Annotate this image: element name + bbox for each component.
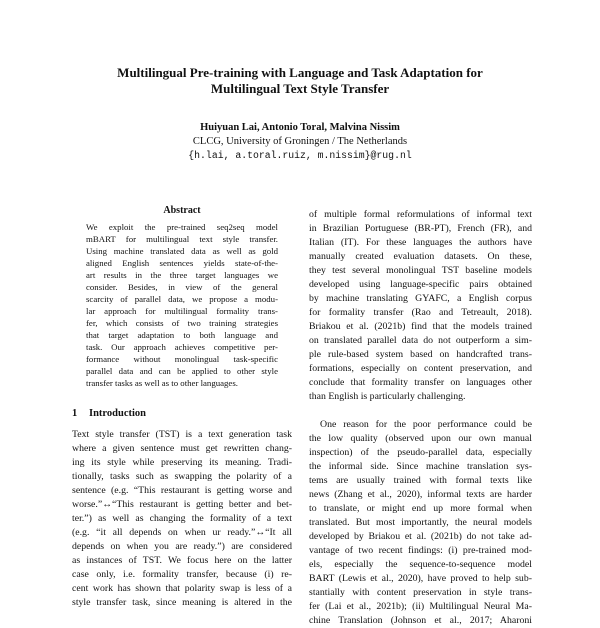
abstract-text [86, 221, 278, 389]
text-line: tems are usually trained with formal texts like [309, 475, 532, 486]
section-heading-introduction [72, 407, 146, 420]
title-line: Multilingual Pre-training with Language and Task Adaptation for [117, 65, 483, 80]
text-line: fer (Lai et al., 2021b); (ii) Multilingual Neural Ma- [309, 601, 532, 612]
text-line: chine Translation (Johnson et al., 2017; Aharoni [309, 615, 532, 626]
abstract-heading: Abstract [163, 205, 201, 216]
text-line: formance without monolingual task-specific [86, 354, 278, 364]
text-line: art results in the three target languages we [86, 270, 278, 280]
text-line: conclude that formality transfer on languages other [309, 377, 532, 388]
text-line: that target adaptation to both language and [86, 330, 278, 340]
text-line: We exploit the pre-trained seq2seq model [86, 222, 278, 232]
text-line: sentence (e.g. “This restaurant is getting worse and [72, 485, 292, 496]
text-line: worse.”↔“This restaurant is getting better and bet- [72, 499, 292, 510]
text-line: developed by Briakou et al. (2021b) do not take ad- [309, 531, 532, 542]
text-line: Italian (IT). For these languages the authors have [309, 237, 532, 248]
text-line: task. Our approach achieves competitive per- [86, 342, 278, 352]
text-line: fer, which consists of two training strategies [86, 318, 278, 328]
right-column [309, 208, 532, 628]
text-line: stantially with content preservation in style trans- [309, 587, 532, 598]
introduction-text [72, 428, 292, 610]
text-line: Text style transfer (TST) is a text generation task [72, 429, 292, 440]
title-line: Multilingual Text Style Transfer [210, 81, 390, 96]
text-line: translated. But most importantly, the neural models [309, 517, 532, 528]
text-line: by machine translating GYAFC, a English corpus [309, 293, 532, 304]
text-line: of multiple formal reformulations of informal text [309, 209, 532, 220]
text-line: One reason for the poor performance could be [320, 419, 532, 430]
affiliation: CLCG, University of Groningen / The Netherlands [192, 136, 408, 147]
text-line: ing its style while preserving its meaning. Tradi- [72, 457, 292, 468]
text-line: Briakou et al. (2021b) find that the models trained [309, 321, 532, 332]
text-line: in Brazilian Portuguese (BR-PT), French (FR), and [309, 223, 532, 234]
text-line: the low quality (observed upon our own manual [309, 433, 532, 444]
text-line: ter.”) as well as changing the formality of a text [72, 513, 292, 524]
paragraph [309, 418, 532, 628]
text-line: formations, especially on content preservation, and [309, 363, 532, 374]
text-line: transfer tasks as well as to other languages. [86, 378, 238, 388]
section-number: 1 [72, 408, 78, 419]
text-line: els, especially the sequence-to-sequence model [309, 559, 532, 570]
text-line: scarcity of parallel data, we propose a modu- [86, 294, 278, 304]
paper-title [40, 65, 560, 97]
text-line: than English is particularly challenging. [309, 391, 466, 402]
text-line: they test several monolingual TST baseline models [309, 265, 532, 276]
text-line: BART (Lewis et al., 2020), have proved to help sub- [309, 573, 532, 584]
text-line: aligned English sentences yields state-of-the- [86, 258, 278, 268]
text-line: as instances of TST. We focus here on the latter [72, 555, 292, 566]
text-line: parallel data and can be applied to other style [86, 366, 278, 376]
text-line: the informal side. Since machine translation sys- [309, 461, 532, 472]
text-line: ple rule-based system based on handcrafted trans- [309, 349, 532, 360]
text-line: on translated parallel data do not outperform a sim- [309, 335, 532, 346]
text-line: where a given sentence must get rewritten chang- [72, 443, 292, 454]
text-line: style transfer task, since meaning is altered in the [72, 597, 292, 608]
authors: Huiyuan Lai, Antonio Toral, Malvina Nissim [200, 122, 400, 133]
text-line: for formality transfer (Rao and Tetreault, 2018). [309, 307, 532, 318]
text-line: manually created evaluation datasets. On these, [309, 251, 532, 262]
paragraph-gap [309, 404, 532, 418]
text-line: Using machine translated data as well as gold [86, 246, 278, 256]
text-line: news (Zhang et al., 2020), informal texts are harder [309, 489, 532, 500]
text-line: depends on when you are ready.”) are considered [72, 541, 292, 552]
text-line: developed using language-specific pairs obtained [309, 279, 532, 290]
email-address: {h.lai, a.toral.ruiz, m.nissim}@rug.nl [188, 150, 412, 161]
text-line: lar approach for multilingual formality trans- [86, 306, 278, 316]
section-title: Introduction [89, 408, 146, 419]
text-line: vantage of two recent findings: (i) pre-trained mod- [309, 545, 532, 556]
text-line: consider. Besides, in view of the general [86, 282, 278, 292]
text-line: mBART for multilingual text style transfer. [86, 234, 278, 244]
text-line: inspection) of the pseudo-parallel data, especially [309, 447, 532, 458]
text-line: (e.g. “it all depends on when ur ready.”↔“It all [72, 527, 292, 538]
text-line: to translate, or might end up more formal when [309, 503, 532, 514]
paragraph [309, 208, 532, 404]
text-line: tionally, tasks such as swapping the polarity of a [72, 471, 292, 482]
text-line: case only, i.e. formality transfer, because (i) re- [72, 569, 292, 580]
text-line: cent work has shown that polarity swap is less of a [72, 583, 292, 594]
